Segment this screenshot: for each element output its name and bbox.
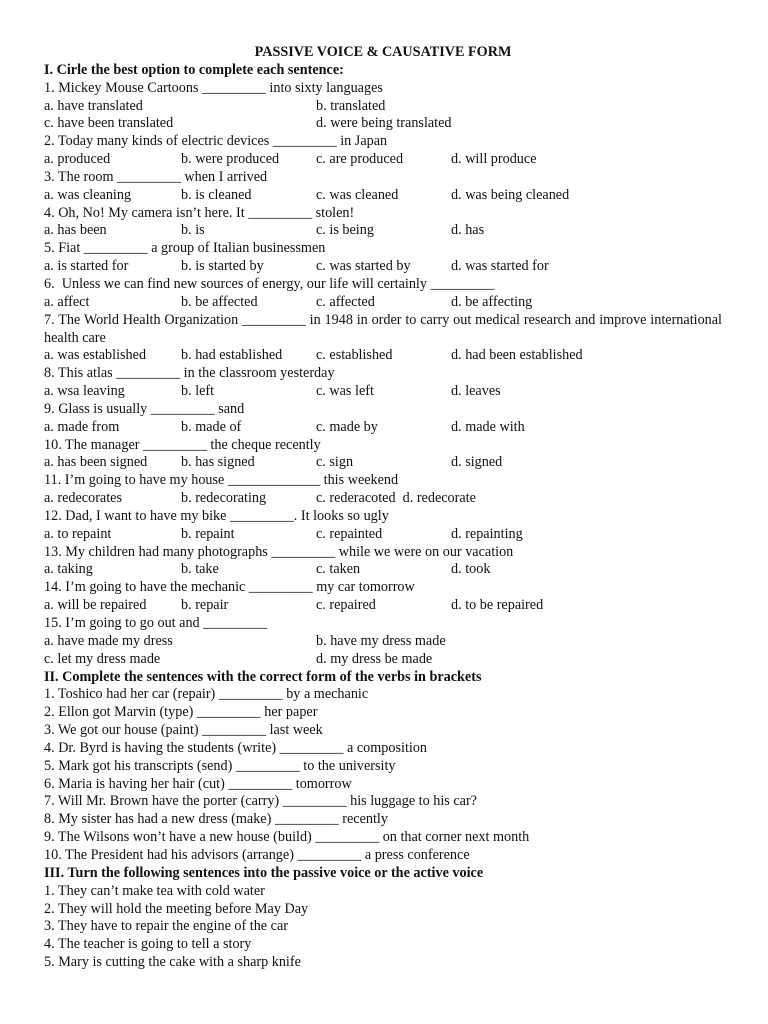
options-row <box>44 347 722 365</box>
option-a: a. is started for <box>44 258 129 275</box>
options-row <box>44 490 722 508</box>
option-a: a. wsa leaving <box>44 383 125 400</box>
option-a: a. affect <box>44 293 90 310</box>
question-14: 14. I’m going to have the mechanic _________ my car tomorrow <box>44 579 415 596</box>
exercise-item: 1. Toshico had her car (repair) _________ by a mechanic <box>44 686 369 703</box>
option-b: b. is cleaned <box>181 186 252 203</box>
question-13: 13. My children had many photographs _________ while we were on our vacation <box>44 543 514 560</box>
option-a: a. was cleaning <box>44 186 132 203</box>
exercise-item: 9. The Wilsons won’t have a new house (build) _________ on that corner next month <box>44 829 530 846</box>
options-row <box>44 258 722 276</box>
exercise-item: 1. They can’t make tea with cold water <box>44 882 265 899</box>
option-c: c. was cleaned <box>316 186 399 203</box>
option-c-d: c. rederacoted d. redecorate <box>316 490 476 507</box>
option-b: b. has signed <box>181 454 255 471</box>
options-row <box>44 222 722 240</box>
option-c: c. are produced <box>316 151 404 168</box>
option-a: a. to repaint <box>44 525 112 542</box>
option-a: a. has been <box>44 222 107 239</box>
exercise-item: 3. We got our house (paint) _________ last week <box>44 722 323 739</box>
question-6: 6. Unless we can find new sources of energy, our life will certainly _________ <box>44 275 495 292</box>
exercise-item: 6. Maria is having her hair (cut) _________ tomorrow <box>44 775 352 792</box>
options-row <box>44 151 722 169</box>
option-a: a. made from <box>44 418 120 435</box>
option-c: c. taken <box>316 561 361 578</box>
option-c: c. sign <box>316 454 354 471</box>
option-b: b. have my dress made <box>316 632 446 649</box>
exercise-item: 5. Mary is cutting the cake with a sharp knife <box>44 954 301 971</box>
option-c: c. affected <box>316 293 375 310</box>
question-11: 11. I’m going to have my house _____________ this weekend <box>44 472 399 489</box>
options-row <box>44 294 722 312</box>
exercise-item: 2. They will hold the meeting before May Day <box>44 900 309 917</box>
option-b: b. were produced <box>181 151 280 168</box>
option-c: c. was started by <box>316 258 411 275</box>
option-d: d. has <box>451 222 485 239</box>
section-1-heading: I. Cirle the best option to complete each sentence: <box>44 61 344 78</box>
option-d: d. my dress be made <box>316 650 433 667</box>
option-b: b. is started by <box>181 258 264 275</box>
option-d: d. signed <box>451 454 503 471</box>
question-8: 8. This atlas _________ in the classroom yesterday <box>44 365 335 382</box>
worksheet-title: PASSIVE VOICE & CAUSATIVE FORM <box>254 44 512 60</box>
option-b: b. is <box>181 222 205 239</box>
worksheet <box>44 44 722 972</box>
option-c: c. made by <box>316 418 378 435</box>
option-b: b. translated <box>316 97 386 114</box>
option-c: c. was left <box>316 383 374 400</box>
option-c: c. let my dress made <box>44 650 161 667</box>
option-d: d. repainting <box>451 525 523 542</box>
option-a: a. have made my dress <box>44 632 173 649</box>
option-d: d. was being cleaned <box>451 186 570 203</box>
question-15: 15. I’m going to go out and _________ <box>44 615 268 631</box>
option-d: d. made with <box>451 418 525 435</box>
option-a: a. have translated <box>44 97 143 114</box>
options-row <box>44 561 722 579</box>
option-c: c. have been translated <box>44 115 174 132</box>
option-d: d. leaves <box>451 383 501 400</box>
options-row <box>44 633 722 651</box>
exercise-item: 8. My sister has had a new dress (make) _________ recently <box>44 811 388 828</box>
option-d: d. took <box>451 561 491 578</box>
option-d: d. to be repaired <box>451 597 544 614</box>
options-row <box>44 383 722 401</box>
question-3: 3. The room _________ when I arrived <box>44 168 268 185</box>
question-10: 10. The manager _________ the cheque recently <box>44 436 321 453</box>
option-b: b. take <box>181 561 219 578</box>
option-b: b. repair <box>181 597 229 614</box>
options-row <box>44 187 722 205</box>
option-a: a. was established <box>44 347 147 364</box>
option-c: c. repainted <box>316 525 383 542</box>
exercise-item: 10. The President had his advisors (arrange) _________ a press conference <box>44 846 470 863</box>
option-a: a. taking <box>44 561 93 578</box>
options-row <box>44 454 722 472</box>
option-d: d. will produce <box>451 151 537 168</box>
option-d: d. be affecting <box>451 293 533 310</box>
question-2: 2. Today many kinds of electric devices _________ in Japan <box>44 133 388 150</box>
option-b: b. made of <box>181 418 242 435</box>
exercise-item: 2. Ellon got Marvin (type) _________ her paper <box>44 704 318 721</box>
option-c: c. established <box>316 347 393 364</box>
exercise-item: 4. The teacher is going to tell a story <box>44 936 252 953</box>
exercise-item: 4. Dr. Byrd is having the students (write) _________ a composition <box>44 739 428 756</box>
option-b: b. had established <box>181 347 283 364</box>
question-7: 7. The World Health Organization _________ in 1948 in order to carry out medical research and improve international health care <box>44 311 722 346</box>
question-9: 9. Glass is usually _________ sand <box>44 400 245 417</box>
section-2-heading: II. Complete the sentences with the correct form of the verbs in brackets <box>44 668 482 685</box>
option-d: d. were being translated <box>316 115 452 132</box>
options-row <box>44 98 722 116</box>
options-row <box>44 526 722 544</box>
options-row <box>44 419 722 437</box>
exercise-item: 7. Will Mr. Brown have the porter (carry) _________ his luggage to his car? <box>44 793 477 810</box>
options-row <box>44 115 722 133</box>
option-a: a. will be repaired <box>44 597 147 614</box>
option-a: a. redecorates <box>44 490 122 507</box>
exercise-item: 5. Mark got his transcripts (send) _________ to the university <box>44 757 396 774</box>
options-row <box>44 651 722 669</box>
question-12: 12. Dad, I want to have my bike _________. It looks so ugly <box>44 507 389 524</box>
option-b: b. be affected <box>181 293 258 310</box>
option-a: a. produced <box>44 151 111 168</box>
option-c: c. is being <box>316 222 374 239</box>
option-b: b. left <box>181 383 215 400</box>
option-d: d. had been established <box>451 347 583 364</box>
option-a: a. has been signed <box>44 454 148 471</box>
options-row <box>44 597 722 615</box>
exercise-item: 3. They have to repair the engine of the car <box>44 918 288 935</box>
option-b: b. repaint <box>181 525 235 542</box>
option-c: c. repaired <box>316 597 376 614</box>
option-d: d. was started for <box>451 258 549 275</box>
section-3-heading: III. Turn the following sentences into the passive voice or the active voice <box>44 864 484 881</box>
question-5: 5. Fiat _________ a group of Italian businessmen <box>44 240 326 257</box>
option-b: b. redecorating <box>181 490 267 507</box>
question-1: 1. Mickey Mouse Cartoons _________ into sixty languages <box>44 79 383 96</box>
question-4: 4. Oh, No! My camera isn’t here. It _________ stolen! <box>44 204 355 221</box>
